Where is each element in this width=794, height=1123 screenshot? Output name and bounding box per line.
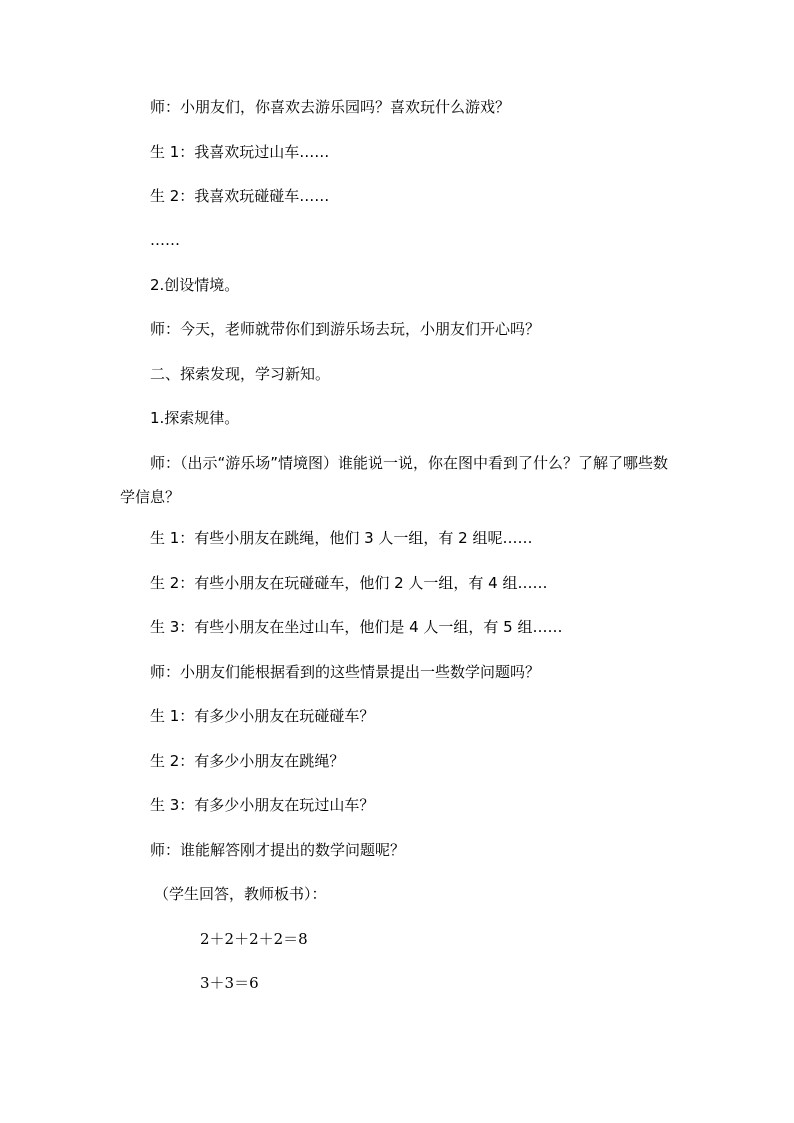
- text-line: 生 1：我喜欢玩过山车……: [150, 143, 330, 161]
- text-line: 二、探索发现，学习新知。: [150, 365, 331, 383]
- text-line: 2.创设情境。: [150, 276, 240, 294]
- text-line: ……: [150, 231, 180, 249]
- text-line: 师：谁能解答刚才提出的数学问题呢？: [150, 841, 406, 859]
- text-line: 师：小朋友们，你喜欢去游乐园吗？喜欢玩什么游戏？: [150, 98, 511, 116]
- equation: 2＋2＋2＋2＝8: [200, 930, 308, 948]
- text-line: 生 3：有多少小朋友在玩过山车？: [150, 796, 375, 814]
- equation: 3＋3＝6: [200, 974, 259, 992]
- text-line: 生 1：有些小朋友在跳绳，他们 3 人一组，有 2 组呢……: [150, 529, 533, 547]
- teacher-note: （学生回答，教师板书）：: [154, 885, 327, 903]
- text-line: 生 2：有多少小朋友在跳绳？: [150, 752, 345, 770]
- wrapped-paragraph: [120, 446, 680, 514]
- text-line: 1.探索规律。: [150, 409, 240, 427]
- text-line: 师：小朋友们能根据看到的这些情景提出一些数学问题吗？: [150, 663, 541, 681]
- text-line: 师：今天，老师就带你们到游乐场去玩，小朋友们开心吗？: [150, 320, 541, 338]
- text-line: 生 3：有些小朋友在坐过山车，他们是 4 人一组，有 5 组……: [150, 618, 563, 636]
- text-line: 生 1：有多少小朋友在玩碰碰车？: [150, 707, 375, 725]
- text-line: 生 2：有些小朋友在玩碰碰车，他们 2 人一组，有 4 组……: [150, 574, 548, 592]
- text-line: 生 2：我喜欢玩碰碰车……: [150, 187, 330, 205]
- paragraph-text: 师：（出示“游乐场”情境图）谁能说一说，你在图中看到了什么？了解了哪些数学信息？: [120, 454, 669, 506]
